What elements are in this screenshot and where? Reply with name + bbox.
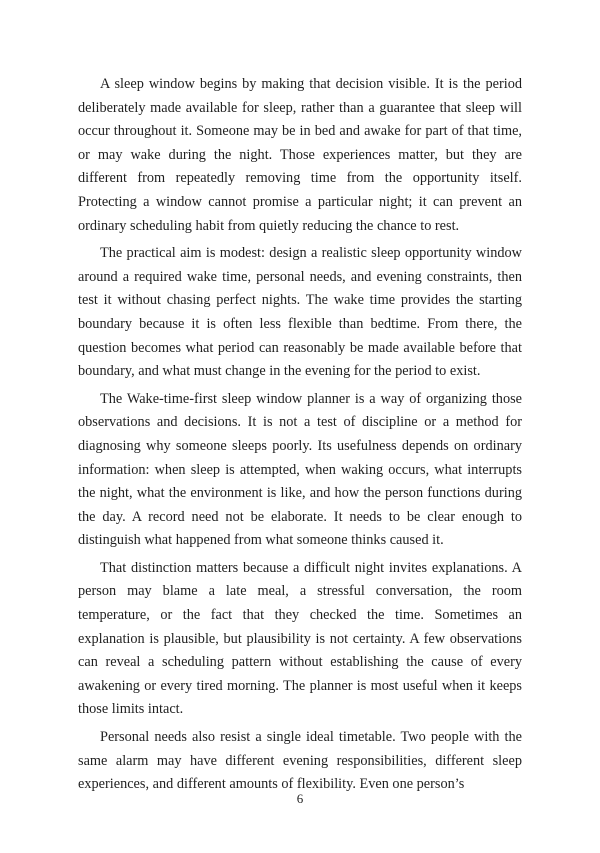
paragraph-practical-aim: The practical aim is modest: design a realistic sleep opportunity window around a required wake time, personal needs, and evening constraints, then test it without chasing perfect nights. The wake time provides the starting boundary because it is often less flexible than bedtime. From there, the question becomes what period can reasonably be made available before that boundary, and what must change in the evening for the period to exist. [78,245,522,380]
paragraph-planner: The Wake-time-first sleep window planner is a way of organizing those observations and decisions. It is not a test of discipline or a method for diagnosing why someone sleeps poorly. Its usefulness depends on ordinary information: when sleep is attempted, when waking occurs, what interrupts the night, what the environment is like, and how the person functions during the day. A record need not be elaborate. It needs to be clear enough to distinguish what happened from what someone thinks caused it. [78,390,522,549]
body-text [78,73,522,801]
page-number: 6 [296,791,304,806]
paragraph-distinction: That distinction matters because a difficult night invites explanations. A person may blame a late meal, a stressful conversation, the room temperature, or the fact that they checked the time. Sometimes an explanation is plausible, but plausibility is not certainty. A few observations can reveal a scheduling pattern without establishing the cause of every awakening or every tired morning. The planner is most useful when it keeps those limits intact. [78,559,522,718]
paragraph-sleep-window: A sleep window begins by making that decision visible. It is the period deliberately made available for sleep, rather than a guarantee that sleep will occur throughout it. Someone may be in bed and awake for part of that time, or may wake during the night. Those experiences matter, but they are different from repeatedly removing time from the opportunity itself. Protecting a window cannot promise a particular night; it can prevent an ordinary scheduling habit from quietly reducing the chance to rest. [78,76,522,234]
paragraph-personal-needs: Personal needs also resist a single ideal timetable. Two people with the same alarm may have different evening responsibilities, different sleep experiences, and different amounts of flexibility. Even one person’s [78,729,522,793]
